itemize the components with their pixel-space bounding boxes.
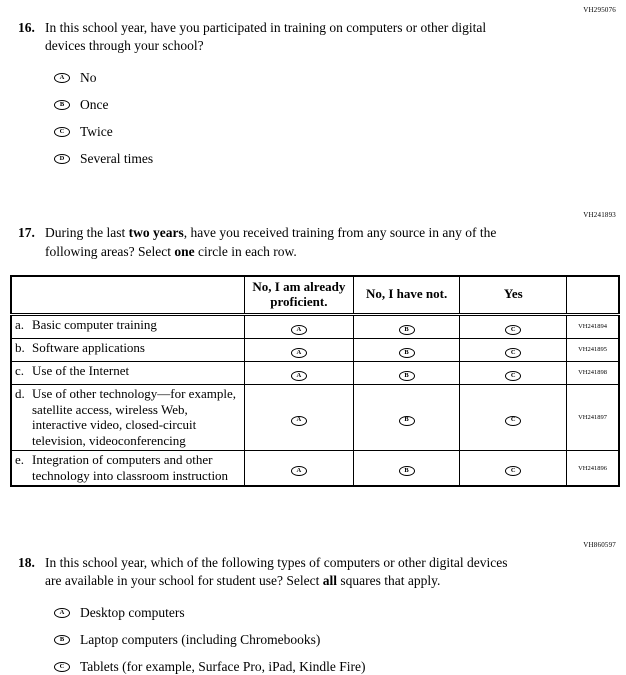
row-text: Use of the Internet [32,362,130,378]
option-label: No [80,70,97,86]
question-18 [10,554,618,675]
option-label: Once [80,97,109,113]
row-code: VH241894 [567,314,619,338]
question-17-text-part: During the last [45,225,129,241]
question-18-head [10,554,618,590]
option-label: Twice [80,124,113,140]
cell-have-not[interactable] [353,338,460,361]
table-header-row [11,276,619,314]
radio-oval-icon[interactable]: B [399,325,415,335]
row-code: VH241897 [567,384,619,450]
row-prefix: c. [15,362,25,378]
cell-already-proficient[interactable] [245,338,354,361]
radio-oval-icon[interactable]: C [54,127,70,137]
cell-have-not[interactable] [353,451,460,486]
header-yes: Yes [460,276,567,314]
radio-oval-icon[interactable]: C [505,371,521,381]
question-18-options [54,605,618,675]
cell-already-proficient[interactable] [245,361,354,384]
row-text: Use of other technology—for example, satellite access, wireless Web, interactive video, closed-circuit television, videoconferencing [32,385,236,449]
question-18-text-part: squares that apply. [337,573,441,589]
option-label: Several times [80,151,154,167]
cell-have-not[interactable] [353,384,460,450]
question-16 [10,19,618,167]
radio-oval-icon[interactable]: A [291,325,307,335]
question-17-text-part: circle in each row. [194,243,297,259]
cell-yes[interactable] [460,314,567,338]
row-code: VH241898 [567,361,619,384]
question-16-number: 16. [18,20,35,35]
code-q17: VH241893 [583,211,616,220]
radio-oval-icon[interactable]: B [399,348,415,358]
checkbox-oval-icon[interactable]: A [54,608,70,618]
cell-yes[interactable] [460,451,567,486]
table-row-other-technology [11,384,619,450]
cell-yes[interactable] [460,338,567,361]
row-code: VH241896 [567,451,619,486]
option-label: Tablets (for example, Surface Pro, iPad, Kindle Fire) [80,659,366,675]
table-row-basic-computer-training [11,314,619,338]
question-17 [10,224,618,486]
option-no[interactable] [54,70,618,86]
radio-oval-icon[interactable]: D [54,154,70,164]
radio-oval-icon[interactable]: A [54,73,70,83]
option-label: Desktop computers [80,605,185,621]
question-17-bold-one: one [174,243,195,259]
row-code: VH241895 [567,338,619,361]
row-text: Basic computer training [32,316,157,332]
option-laptop-computers[interactable] [54,632,618,648]
cell-already-proficient[interactable] [245,314,354,338]
cell-yes[interactable] [460,361,567,384]
row-label [11,314,245,338]
row-prefix: b. [15,339,25,355]
header-empty-label [11,276,245,314]
question-18-text-part: In this school year, which of the following types of computers or other digital devices are available in your school for student use? Select [45,554,508,589]
checkbox-oval-icon[interactable]: B [54,635,70,645]
row-label [11,384,245,450]
header-have-not: No, I have not. [353,276,460,314]
option-once[interactable] [54,97,618,113]
question-18-number: 18. [18,554,35,570]
cell-already-proficient[interactable] [245,451,354,486]
radio-oval-icon[interactable]: B [399,466,415,476]
row-prefix: a. [15,316,25,332]
row-prefix: d. [15,385,25,401]
option-twice[interactable] [54,124,618,140]
option-label: Laptop computers (including Chromebooks) [80,632,321,648]
radio-oval-icon[interactable]: A [291,348,307,358]
table-row-software-applications [11,338,619,361]
question-16-text: In this school year, have you participated in training on computers or other digital devices through your school? [45,20,487,54]
checkbox-oval-icon[interactable]: C [54,662,70,672]
radio-oval-icon[interactable]: B [399,371,415,381]
row-label [11,361,245,384]
radio-oval-icon[interactable]: A [291,466,307,476]
code-q18: VH860597 [583,540,616,549]
question-17-head [10,224,618,260]
option-tablets[interactable] [54,659,618,675]
cell-have-not[interactable] [353,314,460,338]
header-already-proficient: No, I am already proficient. [245,276,354,314]
question-18-bold-all: all [322,573,338,589]
question-16-options [54,70,618,167]
option-desktop-computers[interactable] [54,605,618,621]
question-16-head [10,19,618,55]
question-17-number: 17. [18,225,35,241]
cell-already-proficient[interactable] [245,384,354,450]
radio-oval-icon[interactable]: C [505,416,521,426]
question-17-text-part: , have you received training from any source in any of the following areas? Select [45,225,497,259]
header-empty-code [567,276,619,314]
row-label [11,338,245,361]
row-text: Integration of computers and other technology into classroom instruction [32,452,229,484]
cell-have-not[interactable] [353,361,460,384]
table-row-integration-classroom [11,451,619,486]
radio-oval-icon[interactable]: C [505,348,521,358]
question-17-bold-two-years: two years [128,225,184,241]
radio-oval-icon[interactable]: C [505,466,521,476]
row-prefix: e. [15,452,25,468]
radio-oval-icon[interactable]: B [54,100,70,110]
radio-oval-icon[interactable]: B [399,416,415,426]
option-several-times[interactable] [54,151,618,167]
cell-yes[interactable] [460,384,567,450]
training-grid-table [10,275,620,487]
row-label [11,451,245,486]
question-17-text [45,224,550,260]
code-q16: VH295076 [583,6,616,14]
row-text: Software applications [32,339,145,355]
radio-oval-icon[interactable]: C [505,325,521,335]
table-row-use-of-internet [11,361,619,384]
question-18-text [45,554,525,590]
radio-oval-icon[interactable]: A [291,371,307,381]
radio-oval-icon[interactable]: A [291,416,307,426]
